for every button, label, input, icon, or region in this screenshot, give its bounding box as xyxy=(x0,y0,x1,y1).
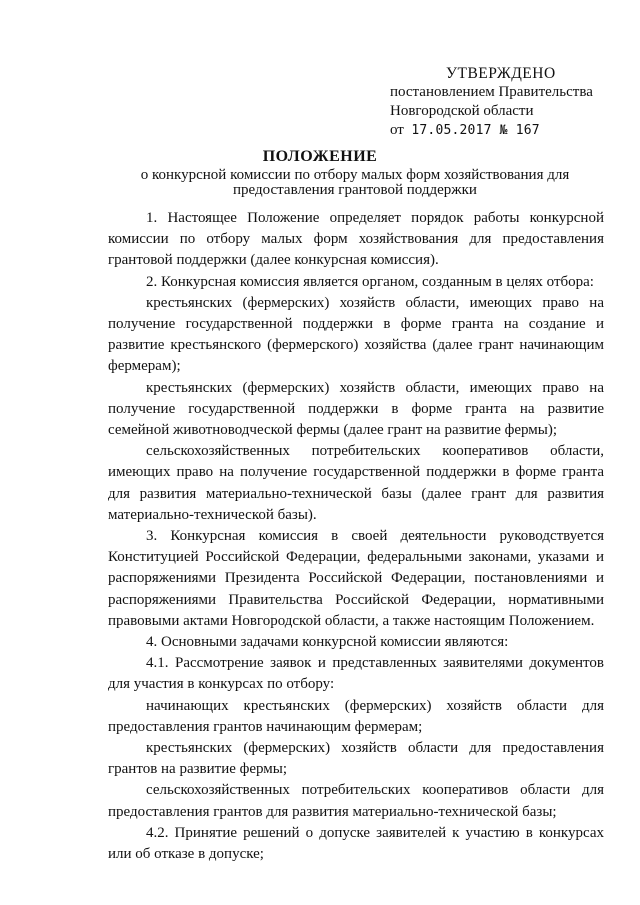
approval-date-value: 17.05.2017 № 167 xyxy=(411,123,540,138)
paragraph-4: 4. Основными задачами конкурсной комиссии являются: xyxy=(146,634,509,651)
approval-block xyxy=(390,64,630,140)
paragraph-3: 3. Конкурсная комиссия в своей деятельности руководствуется Конституцией Российской Федерации, федеральными законами, указами и распоряжениями Президента Российской Федерации, постановлениями и распоряжениями Правительства Российской Федерации, нормативными правовыми актами Новгородской области, а также настоящим Положением. xyxy=(108,528,604,629)
document-subtitle: о конкурсной комиссии по отбору малых форм хозяйствования для предоставления грантовой поддержки xyxy=(140,167,570,198)
paragraph-4-1: 4.1. Рассмотрение заявок и представленных заявителями документов для участия в конкурсах по отбору: xyxy=(108,655,604,693)
approval-line-1: постановлением Правительства xyxy=(390,84,593,100)
document-body xyxy=(108,208,604,865)
paragraph-2: 2. Конкурсная комиссия является органом, созданным в целях отбора: xyxy=(146,273,594,290)
paragraph-2-item-1: крестьянских (фермерских) хозяйств области, имеющих право на получение государственной поддержки в форме гранта на создание и развитие крестьянского (фермерского) хозяйства (далее грант начинающим фермерам); xyxy=(108,294,604,375)
paragraph-4-1-item-3: сельскохозяйственных потребительских кооперативов области для предоставления грантов для развития материально-технической базы; xyxy=(108,782,604,820)
document-title: ПОЛОЖЕНИЕ xyxy=(262,148,378,165)
paragraph-1: 1. Настоящее Положение определяет порядок работы конкурсной комиссии по отбору малых форм хозяйствования для предоставления грантовой поддержки (далее конкурсная комиссия). xyxy=(108,210,604,269)
paragraph-4-1-item-1: начинающих крестьянских (фермерских) хозяйств области для предоставления грантов начинающим фермерам; xyxy=(108,697,604,735)
approval-date-line xyxy=(390,121,630,140)
paragraph-4-2: 4.2. Принятие решений о допуске заявителей к участию в конкурсах или об отказе в допуске; xyxy=(108,824,604,863)
paragraph-4-1-item-2: крестьянских (фермерских) хозяйств области для предоставления грантов на развитие фермы; xyxy=(108,740,604,778)
approval-line-2: Новгородской области xyxy=(390,103,534,119)
approval-date-prefix: от xyxy=(390,122,404,138)
paragraph-2-item-3: сельскохозяйственных потребительских кооперативов области, имеющих право на получение государственной поддержки в форме гранта для развития материально-технической базы (далее грант для развития материально-технической базы). xyxy=(108,443,604,523)
paragraph-2-item-2: крестьянских (фермерских) хозяйств области, имеющих право на получение государственной поддержки в форме гранта на развитие семейной животноводческой фермы (далее грант на развитие фермы); xyxy=(108,379,604,439)
approval-stamp: УТВЕРЖДЕНО xyxy=(446,65,556,82)
